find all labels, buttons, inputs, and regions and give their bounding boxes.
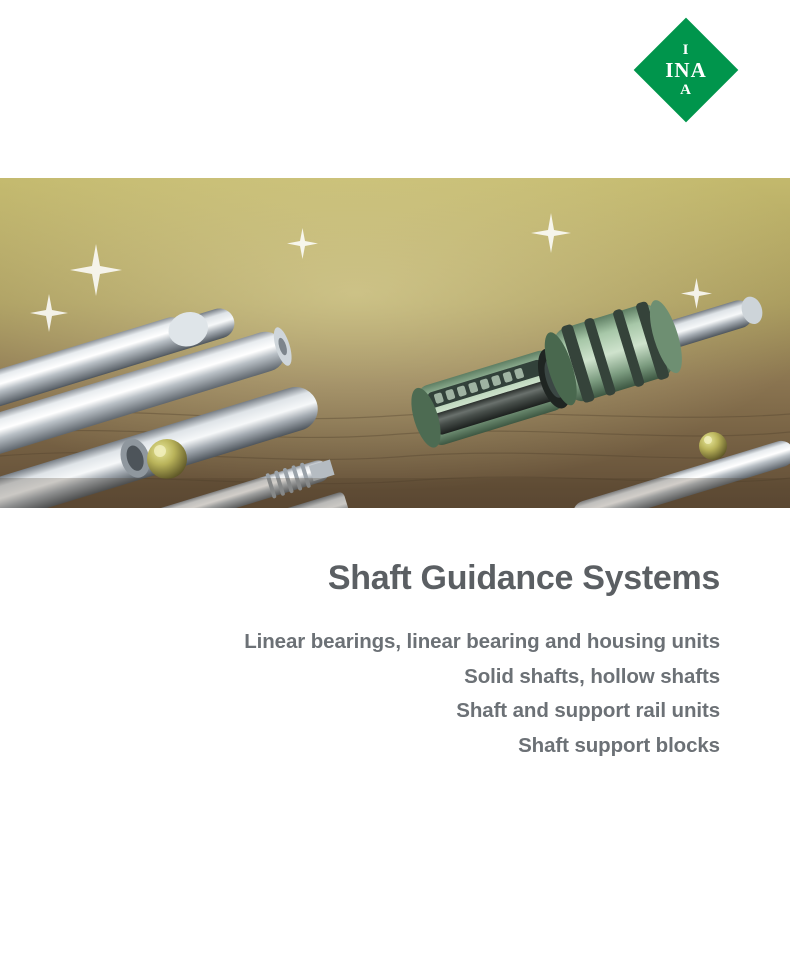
- hero-illustration: [0, 178, 790, 508]
- logo-line-2: INA: [665, 57, 707, 82]
- cover-subtitle-1: Linear bearings, linear bearing and housing units: [244, 630, 720, 654]
- cover-title-block: [0, 560, 790, 763]
- ina-logo: [634, 18, 738, 122]
- logo-text: [634, 18, 738, 122]
- cover-subtitle-2: Solid shafts, hollow shafts: [464, 664, 720, 688]
- page-title: Shaft Guidance Systems: [327, 559, 720, 597]
- cover-subtitle-3: Shaft and support rail units: [456, 699, 720, 723]
- hero-image: [0, 178, 790, 508]
- cover-subtitle-4: Shaft support blocks: [518, 733, 720, 757]
- logo-line-1: I: [682, 41, 690, 58]
- logo-line-3: A: [680, 81, 692, 98]
